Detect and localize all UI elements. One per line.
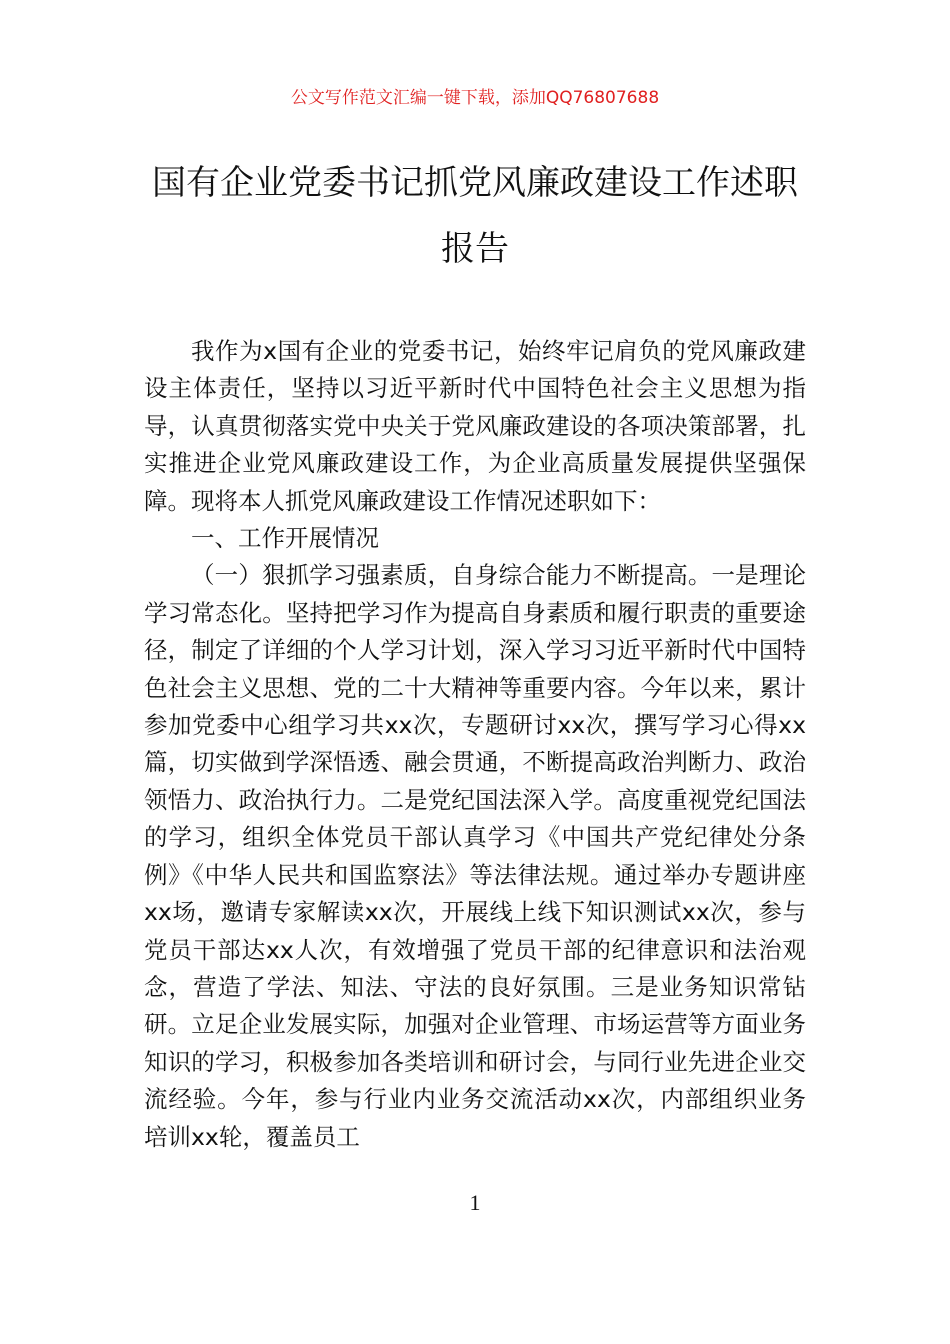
header-note: 公文写作范文汇编一键下载，添加QQ76807688: [290, 88, 660, 108]
section-heading: 一、工作开展情况: [191, 524, 379, 553]
document-body: [144, 333, 806, 1156]
document-title: 国有企业党委书记抓党风廉政建设工作述职报告: [152, 163, 798, 269]
intro-paragraph: 我作为x国有企业的党委书记，始终牢记肩负的党风廉政建设主体责任，坚持以习近平新时代中国特色社会主义思想为指导，认真贯彻落实党中央关于党风廉政建设的各项决策部署，扎实推进企业党风廉政建设工作，为企业高质量发展提供坚强保障。现将本人抓党风廉政建设工作情况述职如下：: [144, 337, 806, 515]
body-paragraph: （一）狠抓学习强素质，自身综合能力不断提高。一是理论学习常态化。坚持把学习作为提高自身素质和履行职责的重要途径，制定了详细的个人学习计划，深入学习习近平新时代中国特色社会主义思想、党的二十大精神等重要内容。今年以来，累计参加党委中心组学习共xx次，专题研讨xx次，撰写学习心得xx篇，切实做到学深悟透、融会贯通，不断提高政治判断力、政治领悟力、政治执行力。二是党纪国法深入学。高度重视党纪国法的学习，组织全体党员干部认真学习《中国共产党纪律处分条例》《中华人民共和国监察法》等法律法规。通过举办专题讲座xx场，邀请专家解读xx次，开展线上线下知识测试xx次，参与党员干部达xx人次，有效增强了党员干部的纪律意识和法治观念，营造了学法、知法、守法的良好氛围。三是业务知识常钻研。立足企业发展实际，加强对企业管理、市场运营等方面业务知识的学习，积极参加各类培训和研讨会，与同行业先进企业交流经验。今年，参与行业内业务交流活动xx次，内部组织业务培训xx轮，覆盖员工: [144, 561, 806, 1151]
page-number: 1: [469, 1190, 481, 1215]
